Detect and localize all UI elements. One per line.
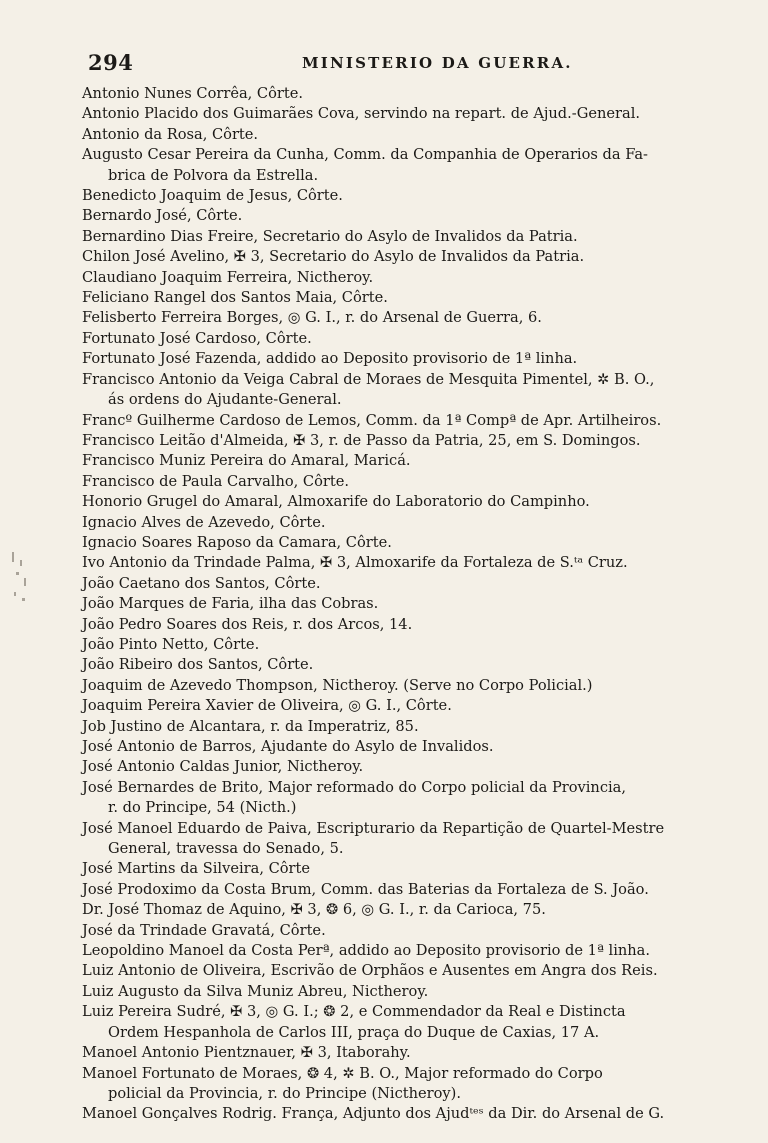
entry-text: Fortunato José Fazenda, addido ao Deposito provisorio de 1ª linha. <box>82 350 578 368</box>
entry-text: Francisco Leitão d'Almeida, ✠ 3, r. de Passo da Patria, 25, em S. Domingos. <box>82 431 641 449</box>
entry-text: Felisberto Ferreira Borges, ◎ G. I., r. do Arsenal de Guerra, 6. <box>82 309 542 327</box>
entry-text: Bernardo José, Côrte. <box>82 207 243 225</box>
list-item <box>82 1064 742 1105</box>
entry-text: João Marques de Faria, ilha das Cobras. <box>82 595 379 613</box>
list-item <box>82 717 742 737</box>
list-item <box>82 737 742 757</box>
list-item <box>82 145 742 186</box>
list-item <box>82 778 742 819</box>
list-item <box>82 1002 742 1043</box>
list-item <box>82 1104 742 1124</box>
entry-text: Manoel Gonçalves Rodrig. França, Adjunto dos Ajudᵗᵉˢ da Dir. do Arsenal de G. <box>82 1105 665 1123</box>
entry-text: Bernardino Dias Freire, Secretario do Asylo de Invalidos da Patria. <box>82 227 578 245</box>
entry-text: José Bernardes de Brito, Major reformado do Corpo policial da Provincia, <box>82 778 627 796</box>
entry-text: Ivo Antonio da Trindade Palma, ✠ 3, Almoxarife da Fortaleza de S.ᵗᵃ Cruz. <box>82 554 628 572</box>
entry-text: Claudiano Joaquim Ferreira, Nictheroy. <box>82 268 374 286</box>
entry-text: Francisco de Paula Carvalho, Côrte. <box>82 472 350 490</box>
entry-text: Luiz Antonio de Oliveira, Escrivão de Orphãos e Ausentes em Angra dos Reis. <box>82 962 658 980</box>
list-item <box>82 615 742 635</box>
list-item <box>82 513 742 533</box>
list-item <box>82 900 742 920</box>
list-item <box>82 635 742 655</box>
list-item <box>82 125 742 145</box>
page-number: 294 <box>88 50 134 75</box>
list-item <box>82 492 742 512</box>
entry-text: Honorio Grugel do Amaral, Almoxarife do Laboratorio do Campinho. <box>82 493 590 511</box>
entry-text: João Pedro Soares dos Reis, r. dos Arcos, 14. <box>82 615 413 633</box>
entry-text: Luiz Pereira Sudré, ✠ 3, ◎ G. I.; ❂ 2, e Commendador da Real e Distincta <box>82 1003 626 1021</box>
entry-text: Augusto Cesar Pereira da Cunha, Comm. da Companhia de Operarios da Fa- <box>82 146 648 164</box>
entry-text: Manoel Antonio Pientznauer, ✠ 3, Itaborahy. <box>82 1044 411 1062</box>
list-item <box>82 308 742 328</box>
list-item <box>82 961 742 981</box>
entry-text: Job Justino de Alcantara, r. da Imperatriz, 85. <box>82 717 419 735</box>
entry-continuation: policial da Provincia, r. do Principe (Nictheroy). <box>108 1084 461 1102</box>
entry-text: Dr. José Thomaz de Aquino, ✠ 3, ❂ 6, ◎ G. I., r. da Carioca, 75. <box>82 901 546 919</box>
entry-text: Joaquim Pereira Xavier de Oliveira, ◎ G. I., Côrte. <box>82 697 452 715</box>
entry-text: Francº Guilherme Cardoso de Lemos, Comm. da 1ª Compª de Apr. Artilheiros. <box>82 411 662 429</box>
entry-text: Leopoldino Manoel da Costa Perª, addido ao Deposito provisorio de 1ª linha. <box>82 942 650 960</box>
entry-text: Manoel Fortunato de Moraes, ❂ 4, ✲ B. O., Major reformado do Corpo <box>82 1064 603 1082</box>
entry-text: Antonio Nunes Corrêa, Côrte. <box>82 85 304 102</box>
list-item <box>82 553 742 573</box>
list-item <box>82 227 742 247</box>
list-item <box>82 1043 742 1063</box>
list-item <box>82 859 742 879</box>
list-item <box>82 819 742 860</box>
entry-text: Benedicto Joaquim de Jesus, Côrte. <box>82 187 343 205</box>
entry-text: Ignacio Alves de Azevedo, Côrte. <box>82 513 326 531</box>
entry-text: Antonio da Rosa, Côrte. <box>82 125 259 143</box>
list-item <box>82 451 742 471</box>
list-item <box>82 206 742 226</box>
list-item <box>82 411 742 431</box>
entry-continuation: brica de Polvora da Estrella. <box>108 166 319 184</box>
entry-text: José Manoel Eduardo de Paiva, Escripturario da Repartição de Quartel-Mestre <box>82 819 665 837</box>
list-item <box>82 268 742 288</box>
list-item <box>82 288 742 308</box>
entry-text: Antonio Placido dos Guimarães Cova, servindo na repart. de Ajud.-General. <box>82 105 641 123</box>
entry-text: José Antonio Caldas Junior, Nictheroy. <box>82 758 364 776</box>
entry-text: Chilon José Avelino, ✠ 3, Secretario do Asylo de Invalidos da Patria. <box>82 248 585 266</box>
margin-marks <box>8 548 34 612</box>
entry-text: Feliciano Rangel dos Santos Maia, Côrte. <box>82 289 388 307</box>
list-item <box>82 349 742 369</box>
running-head-title: MINISTERIO DA GUERRA. <box>302 54 573 72</box>
list-item <box>82 880 742 900</box>
list-item <box>82 186 742 206</box>
entry-text: José Antonio de Barros, Ajudante do Asylo de Invalidos. <box>82 738 494 755</box>
entry-text: José da Trindade Gravatá, Côrte. <box>82 921 326 939</box>
entry-text: João Ribeiro dos Santos, Côrte. <box>82 656 314 674</box>
list-item <box>82 533 742 553</box>
entry-text: João Caetano dos Santos, Côrte. <box>82 574 321 592</box>
entry-text: Ignacio Soares Raposo da Camara, Côrte. <box>82 533 392 551</box>
list-item <box>82 431 742 451</box>
list-item <box>82 84 742 104</box>
list-item <box>82 655 742 675</box>
list-item <box>82 104 742 124</box>
list-item <box>82 574 742 594</box>
entry-continuation: r. do Principe, 54 (Nicth.) <box>108 799 297 817</box>
list-item <box>82 329 742 349</box>
page-header <box>88 50 728 78</box>
entry-text: José Martins da Silveira, Côrte <box>82 860 311 878</box>
entry-text: João Pinto Netto, Côrte. <box>82 635 260 653</box>
entry-text: Joaquim de Azevedo Thompson, Nictheroy. (Serve no Corpo Policial.) <box>82 676 593 694</box>
list-item <box>82 757 742 777</box>
entry-text: Francisco Antonio da Veiga Cabral de Moraes de Mesquita Pimentel, ✲ B. O., <box>82 370 655 388</box>
list-item <box>82 594 742 614</box>
list-item <box>82 247 742 267</box>
list-item <box>82 472 742 492</box>
entry-text: Luiz Augusto da Silva Muniz Abreu, Nictheroy. <box>82 982 429 1000</box>
list-item <box>82 982 742 1002</box>
name-list <box>82 84 742 1125</box>
list-item <box>82 921 742 941</box>
list-item <box>82 676 742 696</box>
entry-text: Fortunato José Cardoso, Côrte. <box>82 329 312 347</box>
list-item <box>82 941 742 961</box>
entry-text: José Prodoximo da Costa Brum, Comm. das Baterias da Fortaleza de S. João. <box>82 880 649 898</box>
entry-text: Francisco Muniz Pereira do Amaral, Maricá. <box>82 452 411 470</box>
entry-continuation: ás ordens do Ajudante-General. <box>108 391 342 409</box>
list-item <box>82 696 742 716</box>
list-item <box>82 370 742 411</box>
entry-continuation: General, travessa do Senado, 5. <box>108 840 344 858</box>
entry-continuation: Ordem Hespanhola de Carlos III, praça do Duque de Caxias, 17 A. <box>108 1023 600 1041</box>
